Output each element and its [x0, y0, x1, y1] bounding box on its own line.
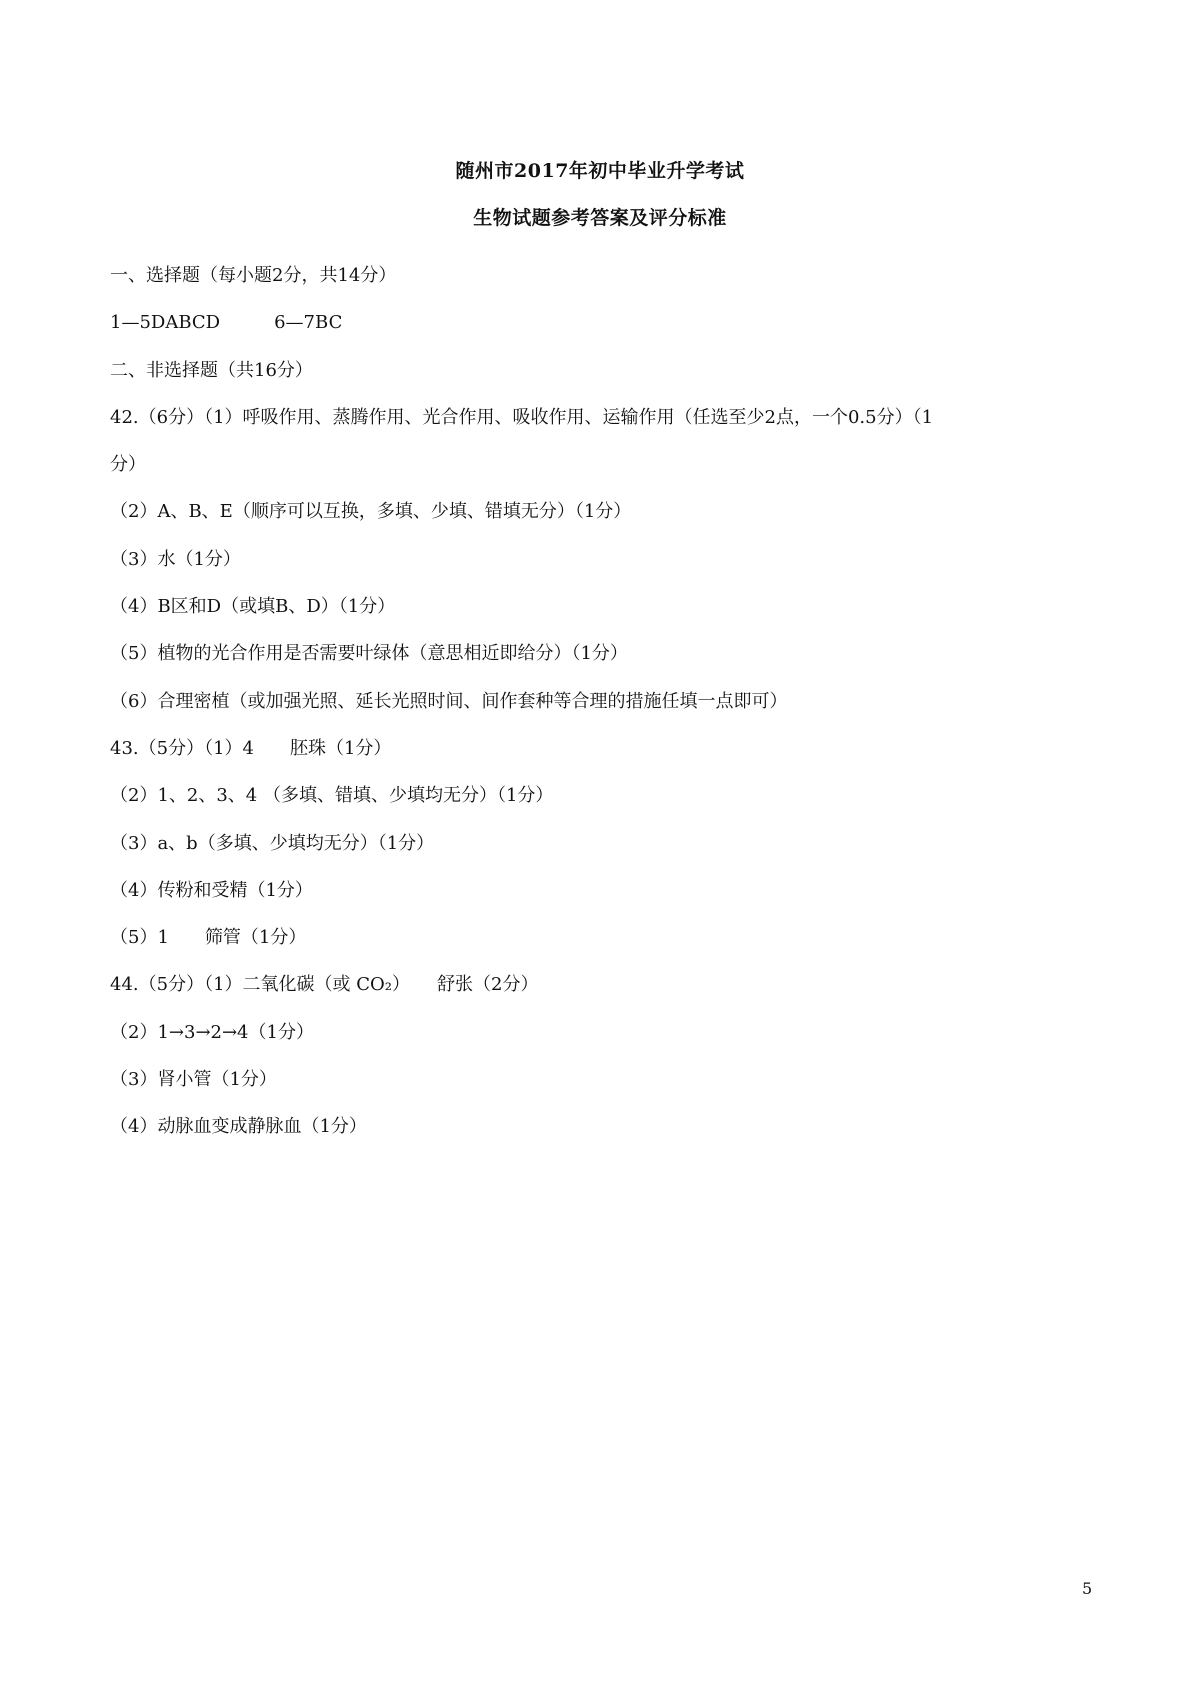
answer-43-part-3: （3）a、b（多填、少填均无分）（1分） — [110, 832, 435, 854]
choice-answers: 1—5DABCD 6—7BC — [110, 312, 343, 334]
answer-42-part-6: （6）合理密植（或加强光照、延长光照时间、间作套种等合理的措施任填一点即可） — [110, 690, 788, 712]
document-subtitle: 生物试题参考答案及评分标准 — [473, 207, 727, 229]
answer-42-part-5: （5）植物的光合作用是否需要叶绿体（意思相近即给分）（1分） — [110, 643, 628, 665]
answer-42-part-3: （3）水（1分） — [110, 548, 241, 570]
section-heading-nonchoice: 二、非选择题（共16分） — [110, 359, 313, 381]
section-heading-choice: 一、选择题（每小题2分，共14分） — [110, 265, 397, 286]
answer-43-part-5: （5）1 筛管（1分） — [110, 927, 307, 949]
answer-42-part-4: （4）B区和D（或填B、D）（1分） — [110, 596, 396, 618]
answer-44-part-4: （4）动脉血变成静脉血（1分） — [110, 1116, 367, 1138]
answer-43-part-4: （4）传粉和受精（1分） — [110, 879, 313, 901]
answer-44-part-3: （3）肾小管（1分） — [110, 1069, 277, 1091]
answer-42-part-1: 42.（6分）（1）呼吸作用、蒸腾作用、光合作用、吸收作用、运输作用（任选至少2点，一个0.5分）（1 — [110, 406, 934, 428]
page-number: 5 — [1082, 1579, 1093, 1598]
answer-43-part-2: （2）1、2、3、4 （多填、错填、少填均无分）（1分） — [110, 785, 554, 807]
answer-42-part-2: （2）A、B、E（顺序可以互换，多填、少填、错填无分）（1分） — [110, 501, 632, 523]
answer-43-part-1: 43.（5分）（1）4 胚珠（1分） — [110, 737, 392, 759]
answer-42-part-1-continued: 分） — [110, 454, 146, 476]
answer-44-part-1: 44.（5分）（1）二氧化碳（或 CO₂） 舒张（2分） — [110, 974, 539, 996]
answer-44-part-2: （2）1→3→2→4（1分） — [110, 1021, 314, 1043]
answer-content — [110, 252, 1100, 1151]
document-title: 随州市2017年初中毕业升学考试 — [455, 160, 745, 182]
